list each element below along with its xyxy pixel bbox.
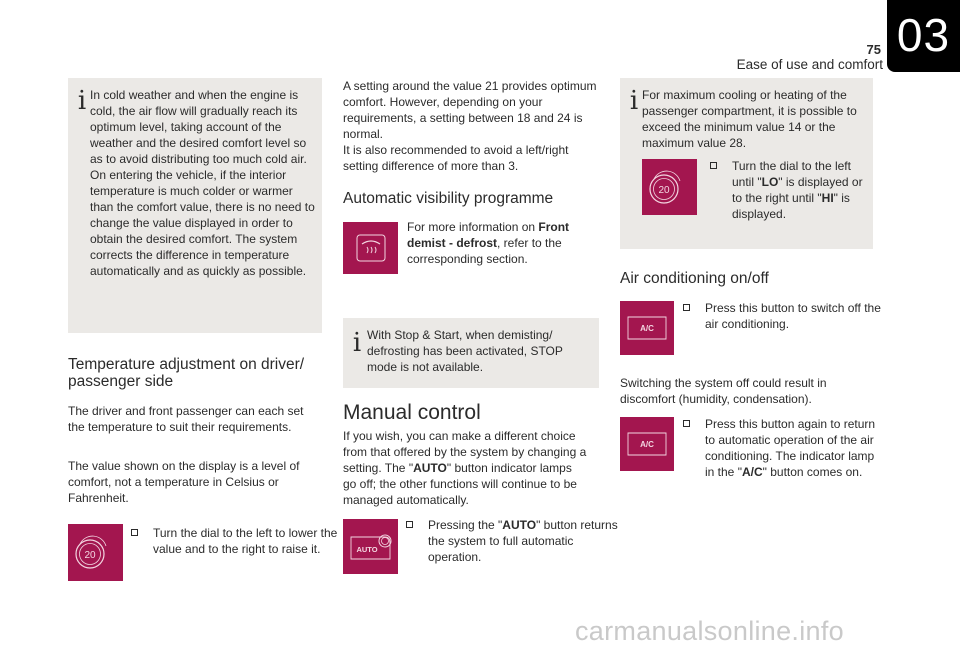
info-box-max-cooling (620, 78, 873, 249)
bullet-turn-dial: Turn the dial to the left to lower the value and to the right to raise it. (129, 525, 345, 557)
temperature-dial-icon (68, 524, 123, 581)
auto-button-image (343, 519, 398, 574)
info-text: With Stop & Start, when demisting/ defrosting has been activated, STOP mode is not available. (367, 328, 563, 374)
front-demist-link-text: Front demist - defrost (407, 220, 570, 250)
temperature-dial-icon (642, 159, 697, 215)
info-text: In cold weather and when the engine is cold, the air flow will gradually reach its optimum level, taking account of the weather and the desired comfort level so as to avoid distributing too much cold air. On entering the vehicle, if the interior temperature is much colder or warmer than the comfort value, there is no need to change the value displayed in order to obtain the desired comfort. The system corrects the difference in temperature automatically and as quickly as possible. (90, 88, 315, 278)
bullet-marker (683, 304, 690, 311)
ac-button-image (620, 417, 674, 471)
paragraph-optimum-comfort: A setting around the value 21 provides optimum comfort. However, depending on your requirements, a setting between 18 and 24 is normal. (343, 79, 597, 141)
paragraph-display-value: The value shown on the display is a level of comfort, not a temperature in Celsius or Fahrenheit. (68, 459, 300, 505)
svg-text:A/C: A/C (640, 324, 654, 333)
paragraph-avoid-difference: It is also recommended to avoid a left/right setting difference of more than 3. (343, 143, 569, 173)
svg-text:AUTO: AUTO (356, 545, 378, 554)
bullet-ac-off: Press this button to switch off the air conditioning. (681, 300, 895, 332)
info-icon: i (352, 328, 362, 358)
bullet-lo-hi: Turn the dial to the left until "LO" is displayed or to the right until "HI" is displayed. (708, 158, 872, 222)
heading-temperature-adjustment: Temperature adjustment on driver/ passenger side (68, 356, 305, 390)
windscreen-demist-icon (343, 222, 398, 274)
info-box-stop-start (343, 318, 599, 388)
info-icon: i (77, 86, 87, 116)
paragraph-manual-control: If you wish, you can make a different choice from that offered by the system by changing a setting. The "AUTO" button indicator lamps go off; the other functions will continue to be managed automatically. (343, 429, 587, 507)
bullet-marker (710, 162, 717, 169)
bullet-marker (406, 521, 413, 528)
chapter-tab (887, 0, 960, 72)
paragraph-ac-off-discomfort: Switching the system off could result in discomfort (humidity, condensation). (620, 376, 827, 406)
ac-button-icon (620, 301, 674, 355)
heading-automatic-visibility: Automatic visibility programme (343, 190, 554, 207)
paragraph-set-temperature: The driver and front passenger can each set the temperature to suit their requirements. (68, 404, 304, 434)
watermark: carmanualsonline.info (575, 616, 844, 646)
bullet-marker (131, 529, 138, 536)
ac-button-image (620, 301, 674, 355)
svg-text:A/C: A/C (640, 440, 654, 449)
ac-button-icon (620, 417, 674, 471)
temperature-dial-image (68, 524, 123, 581)
info-box-cold-weather (68, 78, 322, 333)
info-text: For maximum cooling or heating of the passenger compartment, it is possible to exceed the minimum value 14 or the maximum value 28. (642, 88, 857, 150)
page-number: 75 (866, 42, 881, 57)
heading-manual-control: Manual control (343, 401, 481, 424)
auto-button-icon (343, 519, 398, 574)
svg-text:20: 20 (658, 185, 670, 196)
chapter-number: 03 (896, 9, 951, 61)
section-title: Ease of use and comfort (736, 57, 883, 72)
paragraph-front-demist-reference: For more information on Front demist - defrost, refer to the corresponding section. (407, 220, 570, 266)
info-icon: i (629, 86, 639, 116)
heading-air-conditioning: Air conditioning on/off (620, 270, 769, 287)
temperature-dial-image (642, 159, 697, 215)
bullet-press-auto: Pressing the "AUTO" button returns the system to full automatic operation. (404, 517, 618, 565)
front-demist-image (343, 222, 398, 274)
bullet-ac-on: Press this button again to return to automatic operation of the air conditioning. The indicator lamp in the "A/C" button comes on. (681, 416, 885, 480)
svg-text:20: 20 (84, 550, 96, 561)
bullet-marker (683, 420, 690, 427)
